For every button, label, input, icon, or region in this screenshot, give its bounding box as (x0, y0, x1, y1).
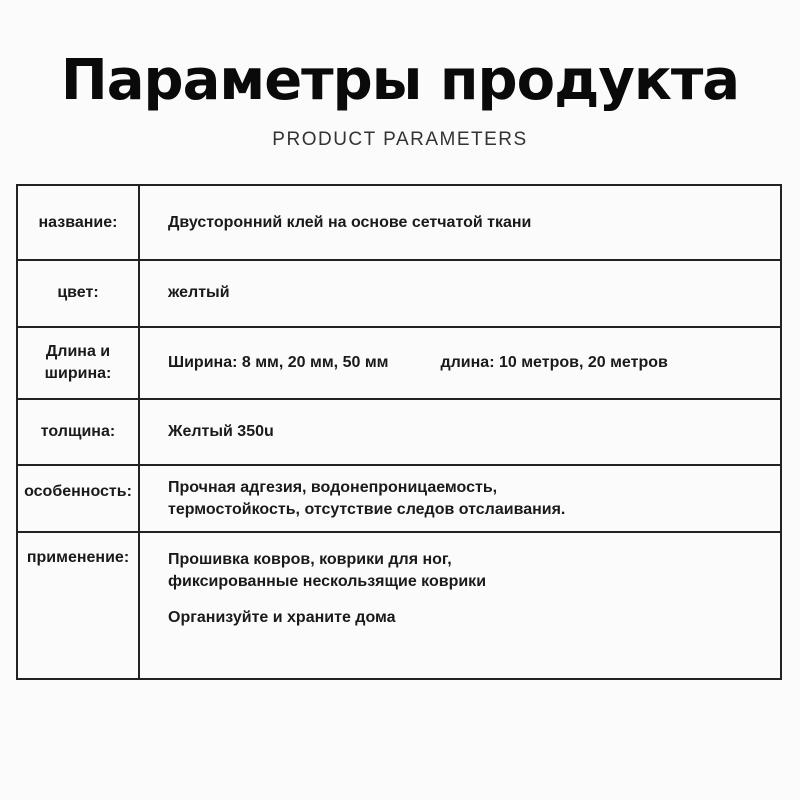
length-value: длина: 10 метров, 20 метров (440, 353, 668, 371)
color-value: желтый (139, 260, 781, 326)
table-row-size (17, 327, 781, 399)
name-value: Двусторонний клей на основе сетчатой ткани (139, 185, 781, 260)
usage-value (139, 532, 781, 679)
feature-line1: Прочная адгезия, водонепроницаемость, (168, 478, 498, 496)
size-label (17, 327, 139, 399)
size-label-line1: Длина и (45, 342, 111, 360)
feature-value (139, 465, 781, 532)
table-row-name (17, 185, 781, 260)
page-subtitle: PRODUCT PARAMETERS (272, 129, 528, 150)
table-row-thickness (17, 399, 781, 465)
usage-line1: Прошивка ковров, коврики для ног, (168, 551, 452, 569)
width-value: Ширина: 8 мм, 20 мм, 50 мм (168, 353, 389, 371)
table-row-feature (17, 465, 781, 532)
table-row-color (17, 260, 781, 326)
product-parameters-table (16, 184, 782, 680)
usage-label: применение: (17, 532, 139, 679)
table-row-usage (17, 532, 781, 679)
color-label: цвет: (17, 260, 139, 326)
feature-label: особенность: (17, 465, 139, 532)
page-title: Параметры продукта (60, 48, 740, 113)
usage-line3: Организуйте и храните дома (168, 609, 396, 627)
name-label: название: (17, 185, 139, 260)
thickness-label: толщина: (17, 399, 139, 465)
usage-line2: фиксированные нескользящие коврики (168, 573, 487, 591)
thickness-value: Желтый 350u (139, 399, 781, 465)
size-label-line2: ширина: (44, 364, 112, 382)
size-value (139, 327, 781, 399)
feature-line2: термостойкость, отсутствие следов отслаивания. (168, 500, 566, 518)
